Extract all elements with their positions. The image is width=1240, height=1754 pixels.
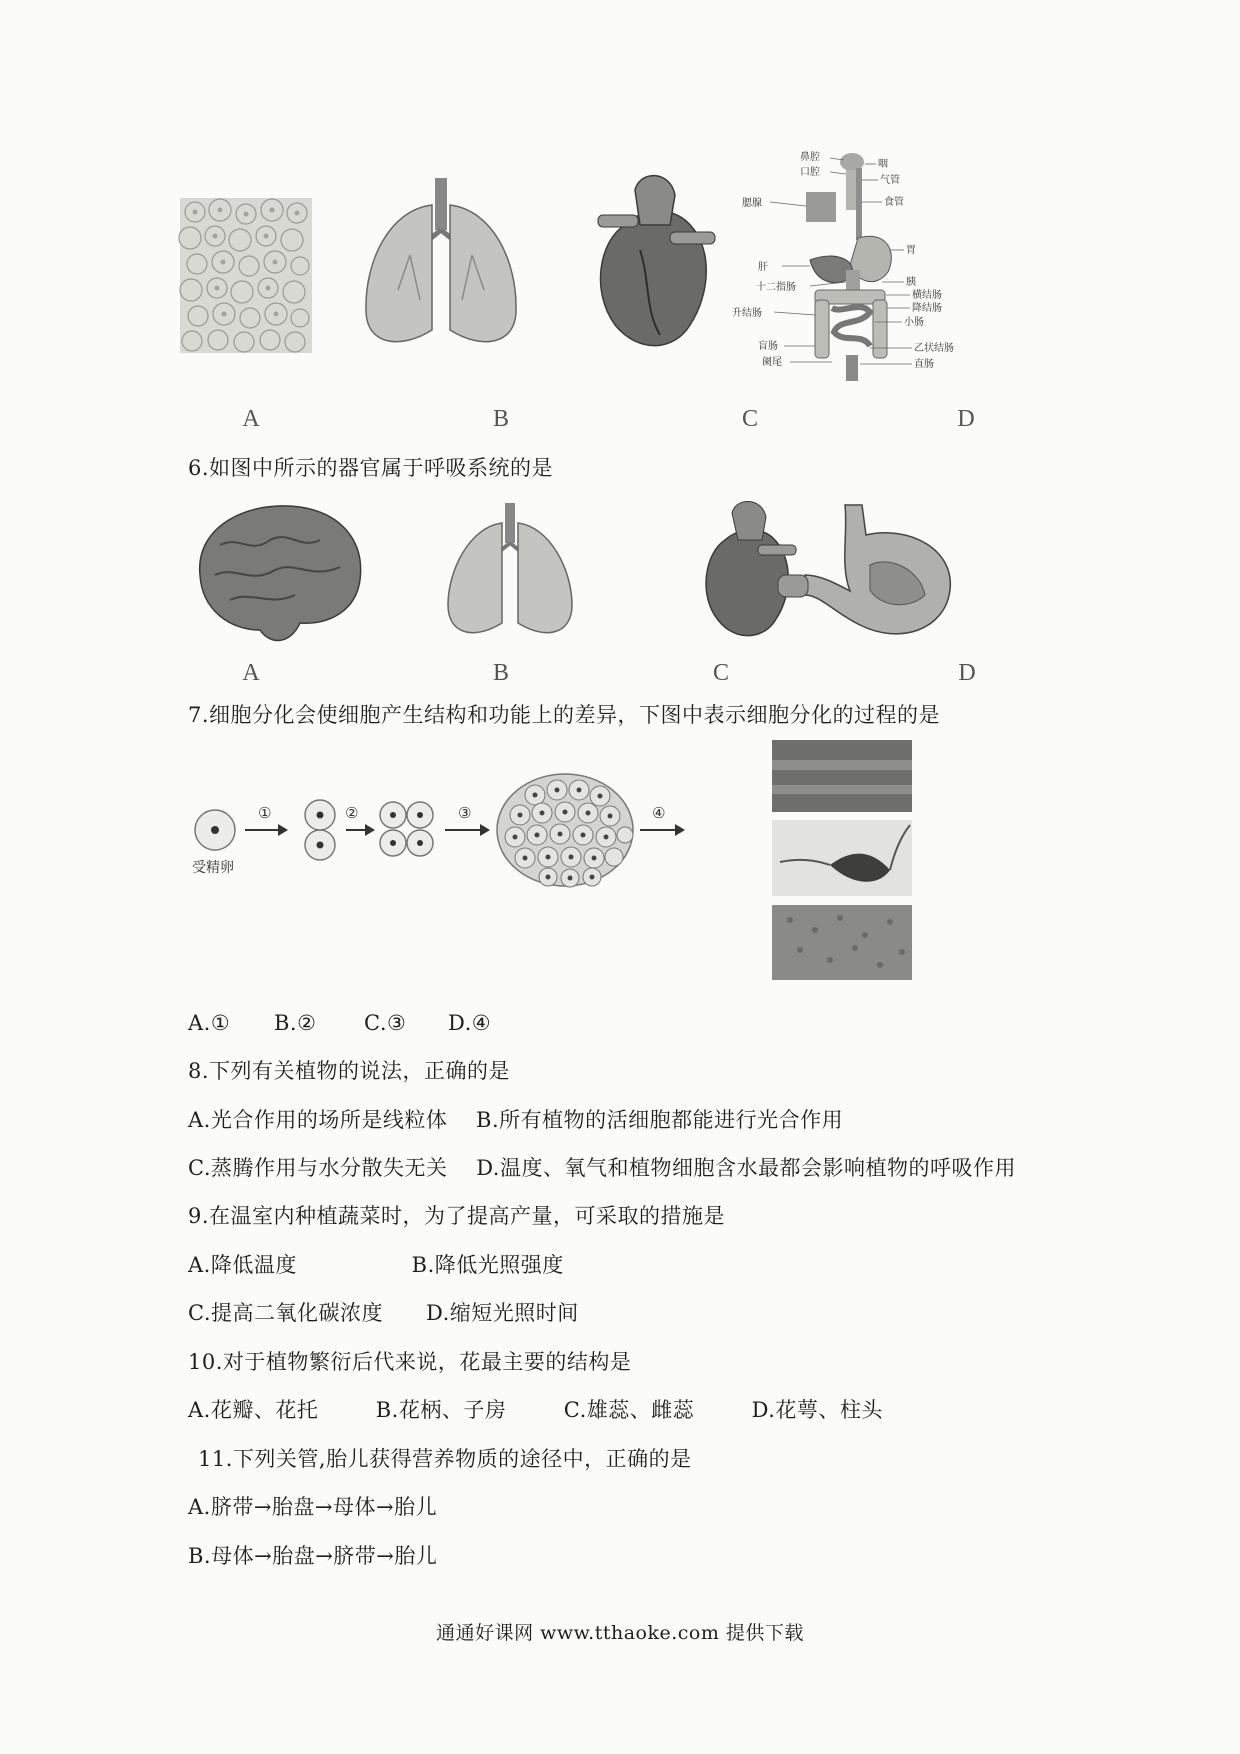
footer-text: 通通好课网 www.tthaoke.com 提供下载 bbox=[436, 1622, 804, 1644]
digestive-system-diagram bbox=[732, 150, 954, 381]
q7-option-b: B.② bbox=[274, 1011, 317, 1035]
question-6-text: 6.如图中所示的器官属于呼吸系统的是 bbox=[188, 456, 554, 480]
fertilized-egg bbox=[195, 810, 235, 850]
q9-options-line-2: C.提高二氧化碳浓度 D.缩短光照时间 bbox=[188, 1301, 579, 1325]
label-parotid: 腮腺 bbox=[742, 198, 762, 209]
step-2-label: ② bbox=[345, 804, 359, 822]
cell-differentiation-figure bbox=[190, 740, 930, 985]
connective-tissue-image bbox=[772, 905, 912, 980]
arrow-step-4 bbox=[640, 824, 685, 836]
epithelial-tissue-image bbox=[179, 198, 312, 353]
q7-option-a: A.① bbox=[188, 1011, 231, 1035]
label-trachea: 气管 bbox=[880, 175, 900, 186]
lungs-image bbox=[366, 178, 516, 342]
question-9-text: 9.在温室内种植蔬菜时，为了提高产量，可采取的措施是 bbox=[188, 1204, 726, 1228]
label-esophagus: 食管 bbox=[884, 197, 904, 208]
question-8-text: 8.下列有关植物的说法，正确的是 bbox=[188, 1059, 511, 1083]
step-3-label: ③ bbox=[458, 804, 472, 822]
q6-label-a: A bbox=[242, 660, 260, 686]
fig5-label-b: B bbox=[492, 406, 509, 432]
arrow-step-3 bbox=[445, 824, 490, 836]
figure-row-1 bbox=[170, 150, 1070, 440]
label-pancreas: 胰 bbox=[906, 277, 916, 288]
q6-label-d: D bbox=[958, 660, 976, 686]
step-4-label: ④ bbox=[652, 804, 666, 822]
muscle-tissue-image bbox=[772, 740, 912, 812]
fig5-label-d: D bbox=[957, 406, 975, 432]
q7-option-d: D.④ bbox=[448, 1011, 492, 1035]
nerve-tissue-image bbox=[772, 820, 912, 896]
label-small-intestine: 小肠 bbox=[904, 317, 924, 328]
arrow-step-1 bbox=[245, 824, 288, 836]
label-pharynx: 咽 bbox=[878, 159, 888, 170]
label-liver: 肝 bbox=[758, 262, 768, 273]
arrow-step-2 bbox=[346, 824, 375, 836]
label-duodenum: 十二指肠 bbox=[756, 282, 796, 293]
label-cecum: 盲肠 bbox=[758, 341, 778, 352]
q6-label-b: B bbox=[492, 660, 509, 686]
label-oral-cavity: 口腔 bbox=[800, 167, 820, 178]
q7-option-c: C.③ bbox=[364, 1011, 407, 1035]
heart-image bbox=[598, 176, 715, 346]
q8-options-line-2: C.蒸腾作用与水分散失无关 D.温度、氧气和植物细胞含水最都会影响植物的呼吸作用 bbox=[188, 1156, 1016, 1180]
q10-options-line: A.花瓣、花托 B.花柄、子房 C.雄蕊、雌蕊 D.花萼、柱头 bbox=[188, 1398, 883, 1422]
fig5-label-c: C bbox=[741, 406, 758, 432]
q6-label-c: C bbox=[712, 660, 729, 686]
question-11-text: 11.下列关管,胎儿获得营养物质的途径中，正确的是 bbox=[198, 1447, 692, 1471]
q9-options-line-1: A.降低温度 B.降低光照强度 bbox=[188, 1253, 564, 1277]
cell-mass bbox=[497, 774, 633, 887]
label-stomach: 胃 bbox=[906, 245, 916, 256]
question-7-text: 7.细胞分化会使细胞产生结构和功能上的差异，下图中表示细胞分化的过程的是 bbox=[188, 703, 941, 727]
lungs-image bbox=[448, 503, 572, 633]
label-rectum: 直肠 bbox=[914, 359, 934, 370]
q11-option-a: A.脐带→胎盘→母体→胎儿 bbox=[188, 1495, 438, 1519]
fertilized-egg-label: 受精卵 bbox=[192, 860, 234, 876]
label-descending-colon: 降结肠 bbox=[912, 303, 942, 314]
q11-option-b: B.母体→胎盘→脐带→胎儿 bbox=[188, 1544, 438, 1568]
step-1-label: ① bbox=[258, 804, 272, 822]
stomach-image bbox=[778, 505, 950, 634]
brain-image bbox=[200, 506, 361, 641]
heart-image bbox=[706, 501, 796, 635]
fig5-label-a: A bbox=[242, 406, 260, 432]
label-nasal-cavity: 鼻腔 bbox=[800, 152, 820, 163]
label-sigmoid-colon: 乙状结肠 bbox=[914, 343, 954, 354]
question-10-text: 10.对于植物繁衍后代来说，花最主要的结构是 bbox=[188, 1350, 632, 1374]
four-cell-stage bbox=[380, 802, 433, 856]
q8-options-line-1: A.光合作用的场所是线粒体 B.所有植物的活细胞都能进行光合作用 bbox=[188, 1108, 844, 1132]
label-appendix: 阑尾 bbox=[762, 357, 782, 368]
label-transverse-colon: 横结肠 bbox=[912, 290, 942, 301]
label-ascending-colon: 升结肠 bbox=[732, 308, 762, 319]
two-cell-stage bbox=[305, 800, 335, 860]
figure-row-2 bbox=[180, 495, 1080, 660]
